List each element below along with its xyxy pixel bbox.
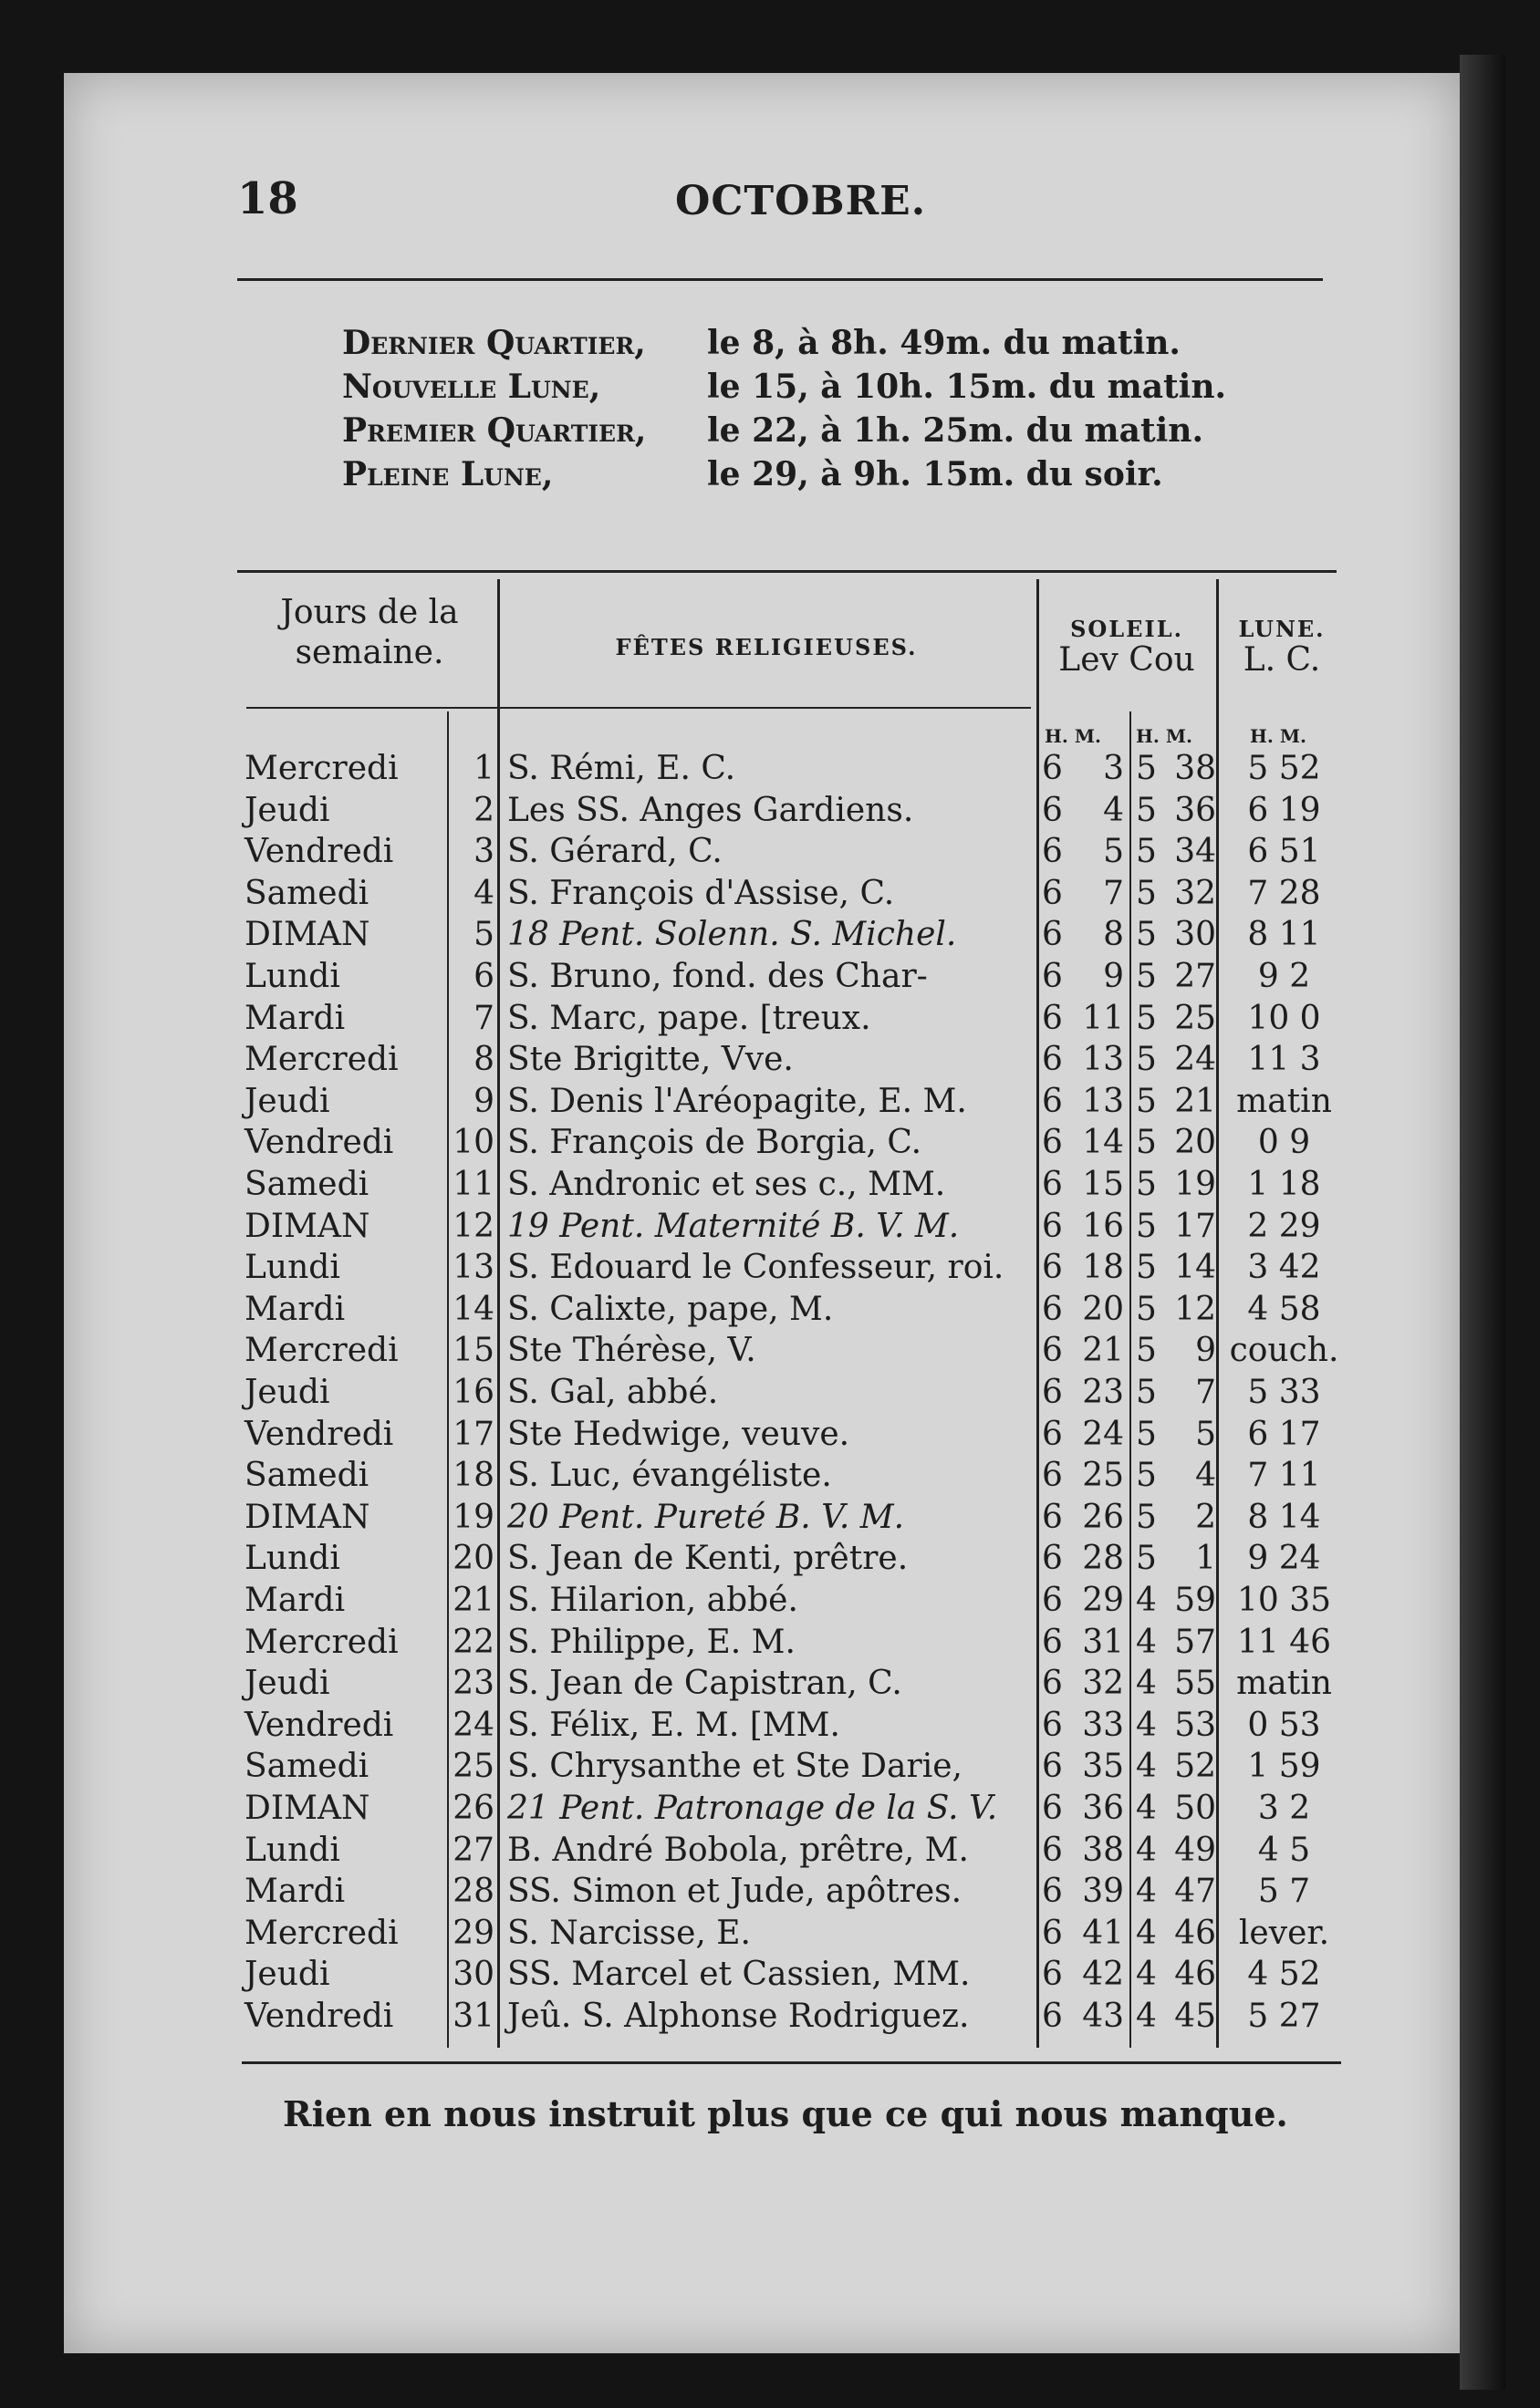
weekday-cell: Mardi <box>245 1290 346 1328</box>
weekday-cell: DIMAN <box>245 1498 370 1536</box>
feast-cell: S. Hilarion, abbé. <box>507 1582 798 1619</box>
sunset-hour-cell: 5 <box>1136 1498 1157 1536</box>
sunset-hour-cell: 4 <box>1136 1790 1157 1827</box>
page-number: 18 <box>237 173 298 224</box>
feast-cell: Jeû. S. Alphonse Rodriguez. <box>507 1998 970 2035</box>
sunset-minute-cell: 30 <box>1174 916 1216 954</box>
sunset-hour-cell: 5 <box>1136 1082 1157 1120</box>
sunrise-minute-cell: 43 <box>1082 1998 1124 2035</box>
weekday-cell: Lundi <box>245 1540 340 1578</box>
sunrise-minute-cell: 35 <box>1082 1748 1124 1786</box>
feast-cell: 19 Pent. Maternité B. V. M. <box>507 1207 960 1245</box>
moon-cell: 10 0 <box>1247 999 1321 1037</box>
sunrise-hour-cell: 6 <box>1042 1290 1063 1328</box>
sunset-hour-cell: 5 <box>1136 1415 1157 1453</box>
feast-cell: SS. Simon et Jude, apôtres. <box>507 1873 962 1911</box>
sunset-minute-cell: 7 <box>1195 1374 1216 1411</box>
divider-soleil-mid <box>1129 711 1131 2048</box>
sunset-minute-cell: 50 <box>1174 1790 1216 1827</box>
sunset-hour-cell: 5 <box>1136 999 1157 1037</box>
sunrise-hour-cell: 6 <box>1042 1207 1063 1245</box>
feast-cell: Ste Thérèse, V. <box>507 1332 756 1370</box>
moon-cell: 4 58 <box>1247 1290 1321 1328</box>
sunrise-hour-cell: 6 <box>1042 833 1063 871</box>
sunset-minute-cell: 9 <box>1195 1332 1216 1370</box>
feast-cell: S. Félix, E. M. [MM. <box>507 1706 840 1744</box>
moon-phase-line <box>342 368 1226 406</box>
sunrise-hour-cell: 6 <box>1042 1748 1063 1786</box>
sunset-hour-cell: 5 <box>1136 1207 1157 1245</box>
weekday-cell: Jeudi <box>245 1665 330 1703</box>
date-cell: 14 <box>453 1290 494 1328</box>
weekday-cell: DIMAN <box>245 1207 370 1245</box>
sunset-minute-cell: 4 <box>1195 1457 1216 1495</box>
moon-cell: 9 2 <box>1257 958 1311 995</box>
header-rule <box>237 278 1323 281</box>
weekday-cell: Jeudi <box>245 1374 330 1411</box>
sunset-minute-cell: 34 <box>1174 833 1216 871</box>
moon-phase-line <box>342 324 1181 362</box>
sunrise-hour-cell: 6 <box>1042 1082 1063 1120</box>
moon-cell: 5 7 <box>1257 1873 1311 1911</box>
feast-cell: Les SS. Anges Gardiens. <box>507 791 914 829</box>
sunset-minute-cell: 1 <box>1195 1540 1216 1578</box>
sunrise-minute-cell: 7 <box>1103 874 1124 912</box>
feast-cell: 20 Pent. Pureté B. V. M. <box>507 1498 905 1536</box>
moon-phase-line <box>342 411 1203 450</box>
sunrise-hour-cell: 6 <box>1042 1415 1063 1453</box>
moon-cell: 10 35 <box>1236 1582 1332 1619</box>
table-top-rule <box>237 570 1337 573</box>
date-cell: 30 <box>453 1956 494 1994</box>
sunrise-minute-cell: 3 <box>1103 750 1124 787</box>
weekday-cell: Jeudi <box>245 1956 330 1994</box>
sunrise-hour-cell: 6 <box>1042 916 1063 954</box>
column-header-soleil: SOLEIL. <box>1070 616 1183 642</box>
sunrise-minute-cell: 8 <box>1103 916 1124 954</box>
sunrise-minute-cell: 9 <box>1103 958 1124 995</box>
sunrise-hour-cell: 6 <box>1042 1956 1063 1994</box>
sunset-hour-cell: 5 <box>1136 791 1157 829</box>
sunset-hour-cell: 5 <box>1136 1332 1157 1370</box>
feast-cell: S. François de Borgia, C. <box>507 1124 922 1162</box>
weekday-cell: Mercredi <box>245 1041 399 1079</box>
feast-cell: S. Jean de Kenti, prêtre. <box>507 1540 909 1578</box>
sunrise-hour-cell: 6 <box>1042 1249 1063 1287</box>
sunset-minute-cell: 47 <box>1174 1873 1216 1911</box>
column-subheader-lune: L. C. <box>1243 641 1321 679</box>
sunrise-minute-cell: 33 <box>1082 1706 1124 1744</box>
sunset-minute-cell: 17 <box>1174 1207 1216 1245</box>
sunrise-hour-cell: 6 <box>1042 1790 1063 1827</box>
moon-phase-name: Nouvelle Lune, <box>342 368 601 406</box>
moon-cell: 8 11 <box>1247 916 1321 954</box>
sunset-minute-cell: 38 <box>1174 750 1216 787</box>
weekday-cell: Vendredi <box>245 1124 394 1162</box>
sunset-hour-cell: 4 <box>1136 1914 1157 1952</box>
moon-cell: 2 29 <box>1247 1207 1321 1245</box>
moon-cell: 4 5 <box>1257 1831 1311 1869</box>
sunrise-hour-cell: 6 <box>1042 958 1063 995</box>
moon-cell: 0 53 <box>1247 1706 1321 1744</box>
moon-cell: 3 2 <box>1257 1790 1311 1827</box>
weekday-cell: DIMAN <box>245 916 370 954</box>
moon-cell: 11 46 <box>1236 1623 1332 1661</box>
table-bottom-rule <box>242 2061 1341 2064</box>
moon-cell: 0 9 <box>1257 1124 1311 1162</box>
page-title: OCTOBRE. <box>675 178 927 224</box>
sunset-minute-cell: 53 <box>1174 1706 1216 1744</box>
feast-cell: SS. Marcel et Cassien, MM. <box>507 1956 971 1994</box>
moon-cell: 6 17 <box>1247 1415 1321 1453</box>
sunrise-minute-cell: 11 <box>1082 999 1124 1037</box>
feast-cell: B. André Bobola, prêtre, M. <box>507 1831 969 1869</box>
moon-phase-detail: le 22, à 1h. 25m. du matin. <box>707 411 1203 450</box>
feast-cell: 21 Pent. Patronage de la S. V. <box>507 1790 998 1827</box>
feast-cell: S. Andronic et ses c., MM. <box>507 1166 946 1203</box>
date-cell: 1 <box>473 750 494 787</box>
sunrise-minute-cell: 38 <box>1082 1831 1124 1869</box>
moon-cell: couch. <box>1229 1332 1339 1370</box>
moon-cell: 3 42 <box>1247 1249 1321 1287</box>
sunrise-hour-cell: 6 <box>1042 1457 1063 1495</box>
sunrise-minute-cell: 20 <box>1082 1290 1124 1328</box>
sunrise-minute-cell: 36 <box>1082 1790 1124 1827</box>
moon-phase-detail: le 15, à 10h. 15m. du matin. <box>707 368 1227 406</box>
column-header-fetes: FÊTES RELIGIEUSES. <box>615 634 918 660</box>
sunrise-minute-cell: 32 <box>1082 1665 1124 1703</box>
units-coucher: H. M. <box>1136 725 1192 747</box>
moon-phase-detail: le 29, à 9h. 15m. du soir. <box>707 455 1163 493</box>
sunset-minute-cell: 59 <box>1174 1582 1216 1619</box>
date-cell: 18 <box>453 1457 494 1495</box>
sunrise-minute-cell: 18 <box>1082 1249 1124 1287</box>
sunset-hour-cell: 5 <box>1136 1290 1157 1328</box>
weekday-cell: Jeudi <box>245 791 330 829</box>
moon-cell: 7 28 <box>1247 874 1321 912</box>
date-cell: 4 <box>473 874 494 912</box>
weekday-cell: Vendredi <box>245 1706 394 1744</box>
sunrise-hour-cell: 6 <box>1042 1374 1063 1411</box>
moon-phase-name: Premier Quartier, <box>342 411 647 450</box>
feast-cell: S. Rémi, E. C. <box>507 750 736 787</box>
moon-cell: 6 19 <box>1247 791 1321 829</box>
weekday-cell: DIMAN <box>245 1790 370 1827</box>
moon-phase-detail: le 8, à 8h. 49m. du matin. <box>707 324 1181 362</box>
date-cell: 15 <box>453 1332 494 1370</box>
date-cell: 31 <box>453 1998 494 2035</box>
footer-maxim: Rien en nous instruit plus que ce qui nous manque. <box>283 2093 1288 2134</box>
feast-cell: S. Denis l'Aréopagite, E. M. <box>507 1082 967 1120</box>
feast-cell: S. Gérard, C. <box>507 833 723 871</box>
sunrise-hour-cell: 6 <box>1042 1041 1063 1079</box>
moon-cell: 4 52 <box>1247 1956 1321 1994</box>
sunrise-hour-cell: 6 <box>1042 1665 1063 1703</box>
sunrise-minute-cell: 14 <box>1082 1124 1124 1162</box>
sunrise-hour-cell: 6 <box>1042 750 1063 787</box>
sunrise-hour-cell: 6 <box>1042 1582 1063 1619</box>
sunset-minute-cell: 52 <box>1174 1748 1216 1786</box>
date-cell: 25 <box>453 1748 494 1786</box>
moon-cell: lever. <box>1238 1914 1330 1952</box>
sunrise-minute-cell: 16 <box>1082 1207 1124 1245</box>
sunrise-hour-cell: 6 <box>1042 1332 1063 1370</box>
sunset-hour-cell: 4 <box>1136 1623 1157 1661</box>
weekday-cell: Jeudi <box>245 1082 330 1120</box>
sunset-hour-cell: 4 <box>1136 1748 1157 1786</box>
sunrise-minute-cell: 23 <box>1082 1374 1124 1411</box>
date-cell: 3 <box>473 833 494 871</box>
sunrise-hour-cell: 6 <box>1042 1540 1063 1578</box>
sunset-hour-cell: 5 <box>1136 833 1157 871</box>
moon-phase-name: Pleine Lune, <box>342 455 554 493</box>
sunset-hour-cell: 5 <box>1136 1540 1157 1578</box>
weekday-cell: Samedi <box>245 1166 369 1203</box>
date-cell: 13 <box>453 1249 494 1287</box>
column-subheader-soleil: Lev Cou <box>1058 641 1195 679</box>
moon-cell: 1 18 <box>1247 1166 1321 1203</box>
moon-cell: matin <box>1236 1665 1332 1703</box>
sunset-minute-cell: 55 <box>1174 1665 1216 1703</box>
weekday-cell: Mercredi <box>245 1914 399 1952</box>
sunset-minute-cell: 2 <box>1195 1498 1216 1536</box>
column-header-days: Jours de la semaine. <box>280 594 459 671</box>
sunrise-hour-cell: 6 <box>1042 1831 1063 1869</box>
sunset-hour-cell: 4 <box>1136 1998 1157 2035</box>
date-cell: 16 <box>453 1374 494 1411</box>
header-separator <box>246 707 1031 709</box>
feast-cell: S. François d'Assise, C. <box>507 874 895 912</box>
sunrise-minute-cell: 15 <box>1082 1166 1124 1203</box>
date-cell: 19 <box>453 1498 494 1536</box>
feast-cell: S. Calixte, pape, M. <box>507 1290 834 1328</box>
sunset-hour-cell: 5 <box>1136 1124 1157 1162</box>
feast-cell: S. Gal, abbé. <box>507 1374 719 1411</box>
sunset-minute-cell: 27 <box>1174 958 1216 995</box>
sunrise-hour-cell: 6 <box>1042 1998 1063 2035</box>
sunrise-minute-cell: 39 <box>1082 1873 1124 1911</box>
date-cell: 6 <box>473 958 494 995</box>
sunrise-hour-cell: 6 <box>1042 999 1063 1037</box>
feast-cell: S. Marc, pape. [treux. <box>507 999 871 1037</box>
date-cell: 28 <box>453 1873 494 1911</box>
sunrise-hour-cell: 6 <box>1042 1166 1063 1203</box>
date-cell: 9 <box>473 1082 494 1120</box>
sunset-hour-cell: 4 <box>1136 1873 1157 1911</box>
weekday-cell: Mercredi <box>245 1623 399 1661</box>
date-cell: 8 <box>473 1041 494 1079</box>
date-cell: 17 <box>453 1415 494 1453</box>
weekday-cell: Vendredi <box>245 1415 394 1453</box>
date-cell: 21 <box>453 1582 494 1619</box>
moon-cell: 5 52 <box>1247 750 1321 787</box>
sunset-minute-cell: 19 <box>1174 1166 1216 1203</box>
moon-phase-name: Dernier Quartier, <box>342 324 646 362</box>
sunrise-minute-cell: 41 <box>1082 1914 1124 1952</box>
sunrise-hour-cell: 6 <box>1042 1498 1063 1536</box>
feast-cell: Ste Hedwige, veuve. <box>507 1415 850 1453</box>
date-cell: 10 <box>453 1124 494 1162</box>
divider-days <box>497 579 500 2048</box>
weekday-cell: Vendredi <box>245 1998 394 2035</box>
divider-soleil <box>1216 579 1219 2048</box>
sunset-minute-cell: 21 <box>1174 1082 1216 1120</box>
date-cell: 20 <box>453 1540 494 1578</box>
units-lune: H. M. <box>1250 725 1306 747</box>
feast-cell: S. Philippe, E. M. <box>507 1623 796 1661</box>
sunset-hour-cell: 5 <box>1136 1249 1157 1287</box>
date-cell: 23 <box>453 1665 494 1703</box>
sunset-hour-cell: 5 <box>1136 750 1157 787</box>
column-header-lune: LUNE. <box>1238 616 1326 642</box>
sunset-hour-cell: 5 <box>1136 874 1157 912</box>
sunrise-minute-cell: 24 <box>1082 1415 1124 1453</box>
sunrise-hour-cell: 6 <box>1042 1706 1063 1744</box>
weekday-cell: Lundi <box>245 958 340 995</box>
sunrise-hour-cell: 6 <box>1042 874 1063 912</box>
moon-cell: matin <box>1236 1082 1332 1120</box>
sunrise-minute-cell: 4 <box>1103 791 1124 829</box>
sunset-minute-cell: 45 <box>1174 1998 1216 2035</box>
weekday-cell: Mardi <box>245 999 346 1037</box>
units-lever: H. M. <box>1045 725 1101 747</box>
sunset-hour-cell: 5 <box>1136 916 1157 954</box>
sunset-minute-cell: 20 <box>1174 1124 1216 1162</box>
weekday-cell: Samedi <box>245 874 369 912</box>
date-cell: 5 <box>473 916 494 954</box>
sunrise-minute-cell: 29 <box>1082 1582 1124 1619</box>
sunset-hour-cell: 5 <box>1136 958 1157 995</box>
feast-cell: Ste Brigitte, Vve. <box>507 1041 794 1079</box>
date-cell: 11 <box>453 1166 494 1203</box>
date-cell: 7 <box>473 999 494 1037</box>
weekday-cell: Lundi <box>245 1831 340 1869</box>
sunset-minute-cell: 46 <box>1174 1956 1216 1994</box>
sunset-minute-cell: 57 <box>1174 1623 1216 1661</box>
sunrise-minute-cell: 25 <box>1082 1457 1124 1495</box>
feast-cell: S. Narcisse, E. <box>507 1914 751 1952</box>
sunrise-hour-cell: 6 <box>1042 1873 1063 1911</box>
sunset-hour-cell: 5 <box>1136 1374 1157 1411</box>
date-cell: 26 <box>453 1790 494 1827</box>
weekday-cell: Vendredi <box>245 833 394 871</box>
sunrise-hour-cell: 6 <box>1042 1623 1063 1661</box>
sunrise-minute-cell: 26 <box>1082 1498 1124 1536</box>
sunset-hour-cell: 4 <box>1136 1582 1157 1619</box>
date-cell: 29 <box>453 1914 494 1952</box>
sunrise-minute-cell: 5 <box>1103 833 1124 871</box>
sunset-hour-cell: 4 <box>1136 1956 1157 1994</box>
sunrise-minute-cell: 42 <box>1082 1956 1124 1994</box>
weekday-cell: Mercredi <box>245 750 399 787</box>
feast-cell: S. Bruno, fond. des Char- <box>507 958 928 995</box>
moon-cell: 5 27 <box>1247 1998 1321 2035</box>
sunrise-hour-cell: 6 <box>1042 1124 1063 1162</box>
sunset-minute-cell: 46 <box>1174 1914 1216 1952</box>
moon-cell: 11 3 <box>1247 1041 1321 1079</box>
sunset-minute-cell: 5 <box>1195 1415 1216 1453</box>
moon-cell: 8 14 <box>1247 1498 1321 1536</box>
weekday-cell: Mercredi <box>245 1332 399 1370</box>
feast-cell: 18 Pent. Solenn. S. Michel. <box>507 916 957 954</box>
sunset-hour-cell: 4 <box>1136 1831 1157 1869</box>
sunset-hour-cell: 5 <box>1136 1457 1157 1495</box>
sunrise-minute-cell: 13 <box>1082 1041 1124 1079</box>
sunset-minute-cell: 24 <box>1174 1041 1216 1079</box>
sunset-hour-cell: 5 <box>1136 1041 1157 1079</box>
moon-cell: 9 24 <box>1247 1540 1321 1578</box>
sunrise-hour-cell: 6 <box>1042 791 1063 829</box>
moon-phase-line <box>342 455 1163 493</box>
sunset-minute-cell: 25 <box>1174 999 1216 1037</box>
weekday-cell: Samedi <box>245 1457 369 1495</box>
moon-cell: 6 51 <box>1247 833 1321 871</box>
moon-cell: 7 11 <box>1247 1457 1321 1495</box>
sunset-hour-cell: 4 <box>1136 1665 1157 1703</box>
weekday-cell: Mardi <box>245 1873 346 1911</box>
weekday-cell: Lundi <box>245 1249 340 1287</box>
weekday-cell: Samedi <box>245 1748 369 1786</box>
moon-cell: 5 33 <box>1247 1374 1321 1411</box>
book-spine <box>1460 55 1505 2390</box>
sunrise-minute-cell: 31 <box>1082 1623 1124 1661</box>
sunset-minute-cell: 12 <box>1174 1290 1216 1328</box>
sunrise-minute-cell: 13 <box>1082 1082 1124 1120</box>
date-cell: 2 <box>473 791 494 829</box>
feast-cell: S. Chrysanthe et Ste Darie, <box>507 1748 962 1786</box>
date-cell: 12 <box>453 1207 494 1245</box>
divider-fetes <box>1036 579 1039 2048</box>
feast-cell: S. Edouard le Confesseur, roi. <box>507 1249 1004 1287</box>
sunset-minute-cell: 49 <box>1174 1831 1216 1869</box>
sunset-minute-cell: 36 <box>1174 791 1216 829</box>
date-cell: 22 <box>453 1623 494 1661</box>
moon-cell: 1 59 <box>1247 1748 1321 1786</box>
weekday-cell: Mardi <box>245 1582 346 1619</box>
sunrise-minute-cell: 21 <box>1082 1332 1124 1370</box>
sunset-hour-cell: 4 <box>1136 1706 1157 1744</box>
feast-cell: S. Jean de Capistran, C. <box>507 1665 902 1703</box>
feast-cell: S. Luc, évangéliste. <box>507 1457 832 1495</box>
sunrise-hour-cell: 6 <box>1042 1914 1063 1952</box>
date-cell: 27 <box>453 1831 494 1869</box>
date-cell: 24 <box>453 1706 494 1744</box>
sunset-hour-cell: 5 <box>1136 1166 1157 1203</box>
sunset-minute-cell: 14 <box>1174 1249 1216 1287</box>
sunrise-minute-cell: 28 <box>1082 1540 1124 1578</box>
sunset-minute-cell: 32 <box>1174 874 1216 912</box>
